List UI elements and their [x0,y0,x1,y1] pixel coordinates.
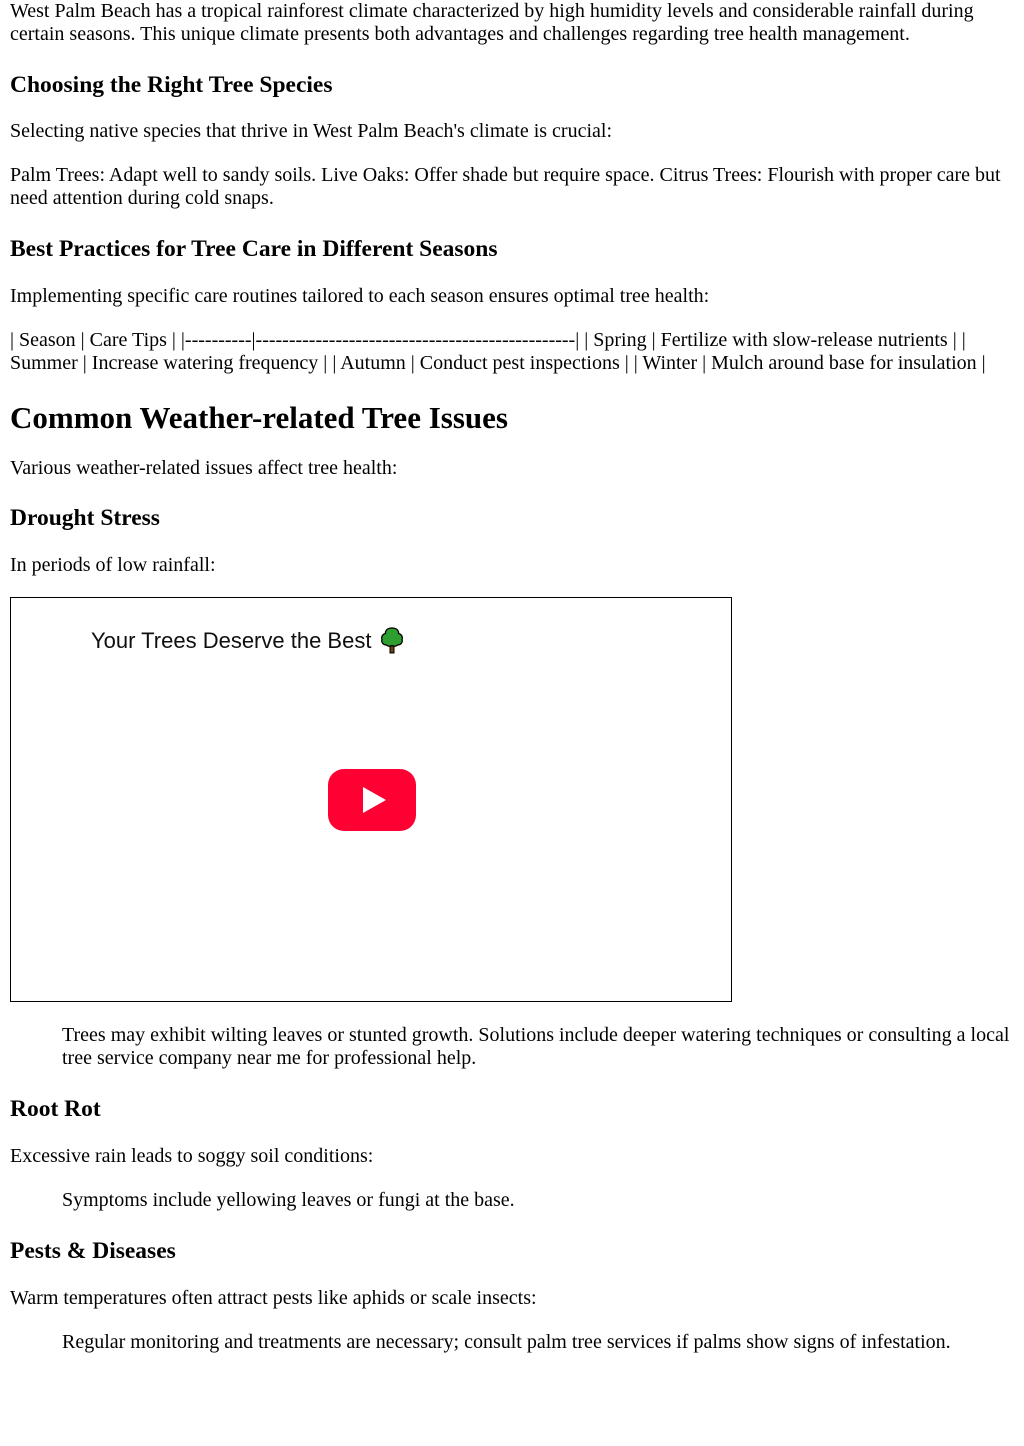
video-title[interactable]: Your Trees Deserve the Best [91,627,372,653]
pests-lead: Warm temperatures often attract pests like aphids or scale insects: [10,1287,537,1309]
drought-heading: Drought Stress [10,505,160,531]
intro-paragraph: West Palm Beach has a tropical rainforest climate characterized by high humidity levels and considerable rainfall during certain seasons. This unique climate presents both advantages and challenges regarding tree health management. [10,0,974,45]
video-embed[interactable] [10,597,732,1002]
root-rot-heading: Root Rot [10,1096,101,1122]
seasons-heading: Best Practices for Tree Care in Different Seasons [10,236,498,262]
play-icon [328,769,416,831]
species-heading: Choosing the Right Tree Species [10,72,333,98]
weather-heading: Common Weather-related Tree Issues [10,400,508,435]
pests-heading: Pests & Diseases [10,1238,176,1264]
root-rot-lead: Excessive rain leads to soggy soil conditions: [10,1145,374,1167]
pests-quote: Regular monitoring and treatments are necessary; consult palm tree services if palms show signs of infestation. [62,1331,951,1353]
seasons-table-text: | Season | Care Tips | |----------|------------------------------------------------| | Spring | Fertilize with slow-release nutrients | | Summer | Increase watering frequency | | Autumn | Conduct pest inspections | | Winter | Mulch around base for insulation | [10,329,986,374]
drought-lead: In periods of low rainfall: [10,554,216,576]
seasons-lead: Implementing specific care routines tailored to each season ensures optimal tree health: [10,285,710,307]
weather-lead: Various weather-related issues affect tree health: [10,457,398,479]
drought-quote: Trees may exhibit wilting leaves or stunted growth. Solutions include deeper watering techniques or consulting a local tree service company near me for professional help. [62,1024,1010,1069]
play-button[interactable] [328,769,416,831]
species-list: Palm Trees: Adapt well to sandy soils. Live Oaks: Offer shade but require space. Citrus Trees: Flourish with proper care but need attention during cold snaps. [10,164,1001,209]
video-title-bar[interactable] [91,626,405,654]
root-rot-quote: Symptoms include yellowing leaves or fungi at the base. [62,1189,515,1211]
tree-icon [379,626,405,654]
species-lead: Selecting native species that thrive in West Palm Beach's climate is crucial: [10,120,613,142]
